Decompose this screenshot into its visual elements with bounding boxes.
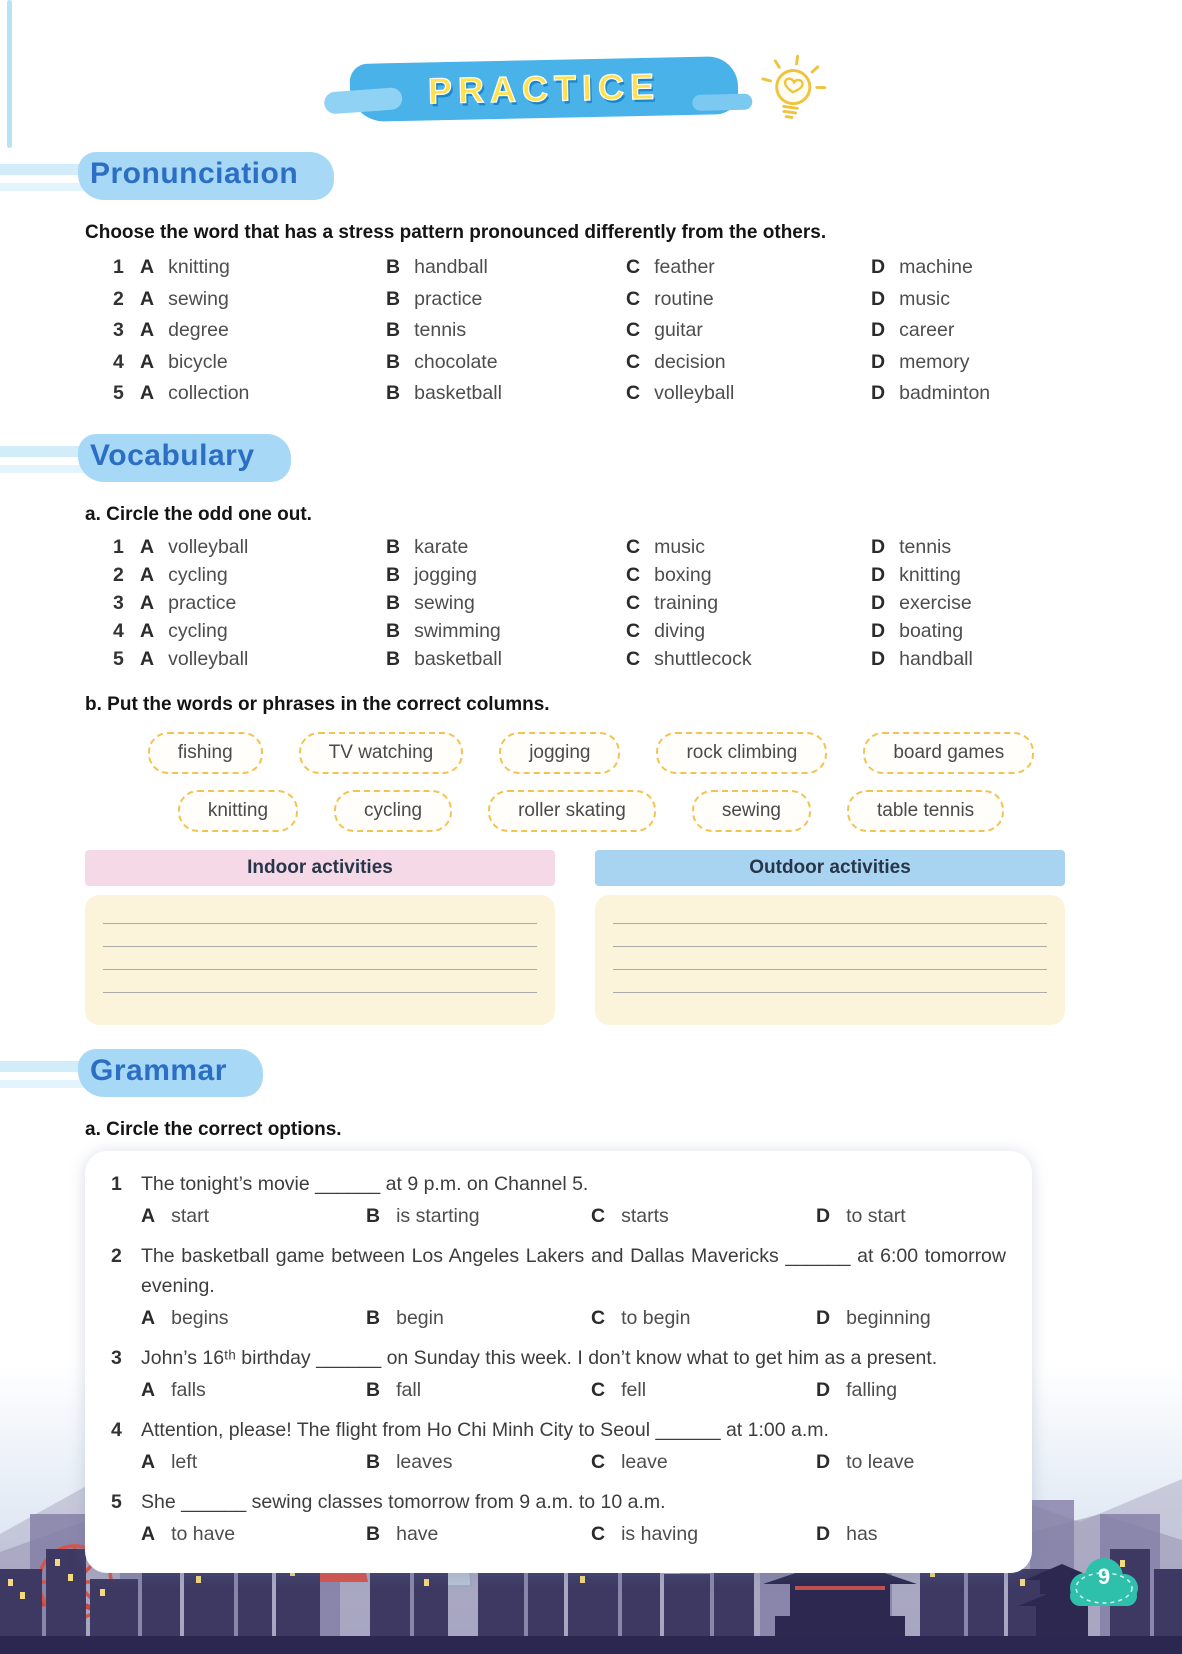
word-chips-row-2	[0, 790, 1182, 832]
option-b	[386, 536, 626, 559]
grammar-question	[111, 1415, 1006, 1478]
option-a	[140, 564, 386, 587]
option-b	[366, 1307, 591, 1330]
question-number: 4	[113, 620, 124, 642]
option-b	[386, 592, 626, 615]
option-c	[591, 1307, 816, 1330]
pronunciation-questions	[113, 252, 1127, 410]
option-text: to begin	[621, 1307, 691, 1329]
option-d	[871, 351, 1127, 374]
option-text: to leave	[846, 1451, 915, 1473]
question-number: 5	[111, 1490, 122, 1513]
option-c	[591, 1379, 816, 1402]
option-text: to start	[846, 1205, 906, 1227]
option-b	[386, 648, 626, 671]
word-chip: sewing	[692, 790, 811, 832]
question-number: 4	[113, 350, 124, 373]
writing-line	[103, 946, 537, 947]
question-number: 4	[111, 1418, 122, 1441]
option-a	[140, 536, 386, 559]
option-text: machine	[899, 256, 973, 279]
grammar-question	[111, 1487, 1006, 1550]
option-c	[626, 351, 871, 374]
option-text: sewing	[414, 592, 475, 614]
outdoor-writing-area	[595, 895, 1065, 1025]
option-a	[141, 1523, 366, 1546]
option-label: D	[871, 592, 886, 614]
grammar-instruction: a. Circle the correct options.	[85, 1118, 342, 1140]
question-row	[113, 284, 1127, 316]
question-text: The basketball game between Los Angeles Lakers and Dallas Mavericks ______ at 6:00 tomorrow evening.	[141, 1244, 1006, 1297]
option-label: B	[386, 620, 401, 642]
section-pronunciation-heading	[0, 152, 1182, 202]
option-label: B	[386, 287, 401, 310]
option-label: D	[871, 648, 886, 670]
option-text: volleyball	[168, 536, 249, 558]
word-chip: TV watching	[299, 732, 464, 774]
option-label: B	[386, 319, 401, 342]
option-text: is starting	[396, 1205, 480, 1227]
question-row	[113, 562, 1127, 590]
section-title-grammar: Grammar	[90, 1053, 227, 1087]
option-text: tennis	[414, 319, 467, 342]
heading-highlight	[78, 152, 334, 200]
option-text: left	[171, 1451, 198, 1473]
option-text: cycling	[168, 564, 228, 586]
option-label: B	[386, 256, 401, 279]
option-label: B	[386, 564, 401, 586]
option-text: tennis	[899, 536, 952, 558]
option-text: basketball	[414, 382, 502, 405]
option-c	[626, 564, 871, 587]
options-row	[141, 1520, 1006, 1550]
option-text: training	[654, 592, 719, 614]
option-label: B	[386, 350, 401, 373]
option-d	[871, 382, 1127, 405]
option-c	[626, 382, 871, 405]
word-chip: rock climbing	[656, 732, 827, 774]
option-b	[366, 1451, 591, 1474]
option-c	[626, 592, 871, 615]
option-b	[366, 1205, 591, 1228]
option-text: knitting	[899, 564, 961, 586]
word-chip: knitting	[178, 790, 298, 832]
option-label: B	[386, 592, 401, 614]
word-chip: fishing	[148, 732, 263, 774]
option-label: A	[140, 382, 155, 405]
writing-line	[613, 992, 1047, 993]
writing-line	[103, 992, 537, 993]
question-number: 2	[113, 287, 124, 310]
question-line	[111, 1343, 1006, 1373]
question-number: 2	[113, 564, 124, 586]
options-row	[141, 1448, 1006, 1478]
pronunciation-instruction: Choose the word that has a stress pattern pronounced differently from the others.	[85, 222, 827, 243]
indoor-activities-header: Indoor activities	[85, 850, 555, 886]
option-text: has	[846, 1523, 878, 1545]
option-a	[140, 382, 386, 405]
option-label: A	[140, 536, 155, 558]
question-row	[113, 315, 1127, 347]
option-label: B	[386, 536, 401, 558]
option-c	[591, 1205, 816, 1228]
question-row	[113, 646, 1127, 674]
vocabulary-a-instruction: a. Circle the odd one out.	[85, 503, 312, 525]
question-number: 2	[111, 1244, 122, 1267]
option-label: B	[366, 1307, 381, 1329]
option-text: falls	[171, 1379, 206, 1401]
option-d	[816, 1205, 1006, 1228]
option-a	[140, 256, 386, 279]
question-row	[113, 347, 1127, 379]
option-b	[386, 256, 626, 279]
option-text: sewing	[168, 287, 229, 310]
grammar-question	[111, 1241, 1006, 1334]
option-text: badminton	[899, 382, 991, 405]
question-row	[113, 618, 1127, 646]
option-a	[141, 1451, 366, 1474]
option-text: starts	[621, 1205, 669, 1227]
option-a	[140, 648, 386, 671]
vocabulary-b-instruction: b. Put the words or phrases in the correct columns.	[85, 693, 550, 715]
word-chip: jogging	[499, 732, 620, 774]
banner-brush-stroke	[349, 56, 738, 122]
grammar-question	[111, 1343, 1006, 1406]
option-label: C	[626, 382, 641, 405]
option-text: begin	[396, 1307, 444, 1329]
question-number: 3	[113, 319, 124, 342]
activity-columns	[85, 850, 1065, 1025]
word-chip: board games	[863, 732, 1034, 774]
word-chip: table tennis	[847, 790, 1004, 832]
option-text: volleyball	[168, 648, 249, 670]
option-label: C	[591, 1523, 606, 1545]
option-label: A	[140, 287, 155, 310]
page-number-badge	[1058, 1550, 1150, 1614]
option-text: shuttlecock	[654, 648, 752, 670]
option-label: A	[141, 1379, 156, 1401]
option-text: career	[899, 319, 955, 342]
option-label: C	[626, 620, 641, 642]
section-title-vocabulary: Vocabulary	[90, 438, 255, 472]
question-number: 3	[113, 592, 124, 614]
option-text: routine	[654, 287, 714, 310]
option-label: A	[140, 620, 155, 642]
option-text: have	[396, 1523, 439, 1545]
heading-highlight	[78, 434, 291, 482]
option-b	[386, 319, 626, 342]
option-text: bicycle	[168, 350, 228, 373]
question-number: 1	[113, 536, 124, 558]
option-label: A	[140, 592, 155, 614]
option-a	[140, 592, 386, 615]
option-b	[386, 351, 626, 374]
question-number: 5	[113, 382, 124, 405]
option-a	[140, 288, 386, 311]
option-d	[871, 620, 1127, 643]
option-a	[140, 319, 386, 342]
option-label: B	[366, 1451, 381, 1473]
option-label: B	[366, 1379, 381, 1401]
option-c	[591, 1451, 816, 1474]
word-chip: cycling	[334, 790, 452, 832]
option-text: falling	[846, 1379, 898, 1401]
question-row	[113, 590, 1127, 618]
option-text: feather	[654, 256, 715, 279]
writing-line	[103, 923, 537, 924]
option-d	[871, 288, 1127, 311]
option-text: practice	[168, 592, 237, 614]
option-text: basketball	[414, 648, 502, 670]
option-c	[626, 288, 871, 311]
option-label: C	[626, 287, 641, 310]
option-text: to have	[171, 1523, 236, 1545]
option-label: A	[141, 1307, 156, 1329]
option-label: B	[386, 382, 401, 405]
option-text: leave	[621, 1451, 668, 1473]
indoor-writing-area	[85, 895, 555, 1025]
question-row	[113, 378, 1127, 410]
option-b	[366, 1379, 591, 1402]
option-a	[140, 351, 386, 374]
option-d	[816, 1523, 1006, 1546]
option-label: C	[591, 1451, 606, 1473]
options-row	[141, 1202, 1006, 1232]
option-text: collection	[168, 382, 250, 405]
option-text: jogging	[414, 564, 477, 586]
question-line	[111, 1169, 1006, 1199]
option-label: C	[626, 648, 641, 670]
option-label: D	[871, 536, 886, 558]
option-b	[386, 620, 626, 643]
option-text: leaves	[396, 1451, 453, 1473]
option-text: karate	[414, 536, 469, 558]
option-label: A	[141, 1451, 156, 1473]
indoor-column	[85, 850, 555, 1025]
option-c	[626, 256, 871, 279]
question-line	[111, 1241, 1006, 1301]
word-chips-row-1	[0, 732, 1182, 774]
option-d	[871, 592, 1127, 615]
option-label: D	[871, 256, 886, 279]
option-label: A	[140, 350, 155, 373]
option-d	[871, 564, 1127, 587]
option-label: A	[141, 1523, 156, 1545]
question-text: The tonight’s movie ______ at 9 p.m. on Channel 5.	[141, 1172, 589, 1195]
option-label: A	[141, 1205, 156, 1227]
option-d	[871, 536, 1127, 559]
option-label: D	[871, 287, 886, 310]
option-text: handball	[899, 648, 973, 670]
writing-line	[613, 923, 1047, 924]
option-text: volleyball	[654, 382, 735, 405]
option-label: C	[591, 1205, 606, 1227]
option-c	[626, 620, 871, 643]
option-c	[626, 319, 871, 342]
option-text: music	[899, 287, 951, 310]
option-label: A	[140, 648, 155, 670]
option-d	[816, 1307, 1006, 1330]
option-a	[141, 1379, 366, 1402]
option-text: boating	[899, 620, 964, 642]
option-label: B	[366, 1205, 381, 1227]
option-text: fell	[621, 1379, 647, 1401]
option-text: decision	[654, 350, 726, 373]
option-label: C	[626, 564, 641, 586]
question-row	[113, 252, 1127, 284]
section-title-pronunciation: Pronunciation	[90, 157, 299, 190]
question-number: 5	[113, 648, 124, 670]
option-label: D	[816, 1205, 831, 1227]
lightbulb-icon	[749, 45, 837, 133]
section-grammar-heading	[0, 1049, 1182, 1099]
option-text: beginning	[846, 1307, 931, 1329]
grammar-card	[85, 1151, 1032, 1573]
question-text: Attention, please! The flight from Ho Chi Minh City to Seoul ______ at 1:00 a.m.	[141, 1418, 829, 1441]
option-label: B	[386, 648, 401, 670]
option-c	[626, 648, 871, 671]
option-text: practice	[414, 287, 483, 310]
option-label: C	[591, 1379, 606, 1401]
option-text: diving	[654, 620, 706, 642]
page-number: 9	[1097, 1564, 1111, 1589]
option-label: A	[140, 256, 155, 279]
option-text: boxing	[654, 564, 712, 586]
outdoor-column	[595, 850, 1065, 1025]
option-a	[141, 1205, 366, 1228]
question-line	[111, 1487, 1006, 1517]
option-d	[816, 1451, 1006, 1474]
option-d	[871, 256, 1127, 279]
option-text: music	[654, 536, 706, 558]
outdoor-activities-header: Outdoor activities	[595, 850, 1065, 886]
option-label: D	[816, 1307, 831, 1329]
word-chip: roller skating	[488, 790, 656, 832]
option-label: A	[140, 319, 155, 342]
option-text: exercise	[899, 592, 972, 614]
heading-highlight	[78, 1049, 263, 1097]
grammar-question	[111, 1169, 1006, 1232]
option-label: C	[626, 592, 641, 614]
option-label: D	[871, 564, 886, 586]
option-text: start	[171, 1205, 210, 1227]
vocabulary-questions	[113, 534, 1127, 674]
option-text: knitting	[168, 256, 230, 279]
question-text: John’s 16ᵗʰ birthday ______ on Sunday this week. I don’t know what to get him as a present.	[141, 1346, 938, 1369]
option-b	[366, 1523, 591, 1546]
option-text: cycling	[168, 620, 228, 642]
option-text: begins	[171, 1307, 229, 1329]
option-a	[140, 620, 386, 643]
option-label: D	[871, 620, 886, 642]
option-a	[141, 1307, 366, 1330]
option-label: C	[591, 1307, 606, 1329]
option-b	[386, 382, 626, 405]
question-row	[113, 534, 1127, 562]
option-label: D	[871, 319, 886, 342]
option-label: C	[626, 256, 641, 279]
question-number: 3	[111, 1346, 122, 1369]
option-label: D	[816, 1523, 831, 1545]
section-vocabulary-heading	[0, 434, 1182, 484]
option-label: D	[816, 1451, 831, 1473]
option-label: D	[871, 382, 886, 405]
option-d	[871, 319, 1127, 342]
option-b	[386, 564, 626, 587]
option-label: D	[816, 1379, 831, 1401]
option-label: C	[626, 536, 641, 558]
writing-line	[103, 969, 537, 970]
option-text: guitar	[654, 319, 703, 342]
option-text: degree	[168, 319, 229, 342]
question-number: 1	[111, 1172, 122, 1195]
option-label: C	[626, 319, 641, 342]
question-text: She ______ sewing classes tomorrow from 9 a.m. to 10 a.m.	[141, 1490, 666, 1513]
question-line	[111, 1415, 1006, 1445]
option-label: A	[140, 564, 155, 586]
option-text: memory	[899, 350, 970, 373]
option-text: handball	[414, 256, 488, 279]
option-label: B	[366, 1523, 381, 1545]
option-text: fall	[396, 1379, 422, 1401]
option-c	[626, 536, 871, 559]
option-b	[386, 288, 626, 311]
page-title: PRACTICE	[427, 65, 661, 112]
question-number: 1	[113, 256, 124, 279]
practice-banner	[0, 50, 1182, 128]
option-text: is having	[621, 1523, 699, 1545]
option-label: D	[871, 350, 886, 373]
option-d	[816, 1379, 1006, 1402]
option-text: chocolate	[414, 350, 498, 373]
option-d	[871, 648, 1127, 671]
options-row	[141, 1376, 1006, 1406]
writing-line	[613, 969, 1047, 970]
options-row	[141, 1304, 1006, 1334]
option-c	[591, 1523, 816, 1546]
option-label: C	[626, 350, 641, 373]
option-text: swimming	[414, 620, 501, 642]
writing-line	[613, 946, 1047, 947]
